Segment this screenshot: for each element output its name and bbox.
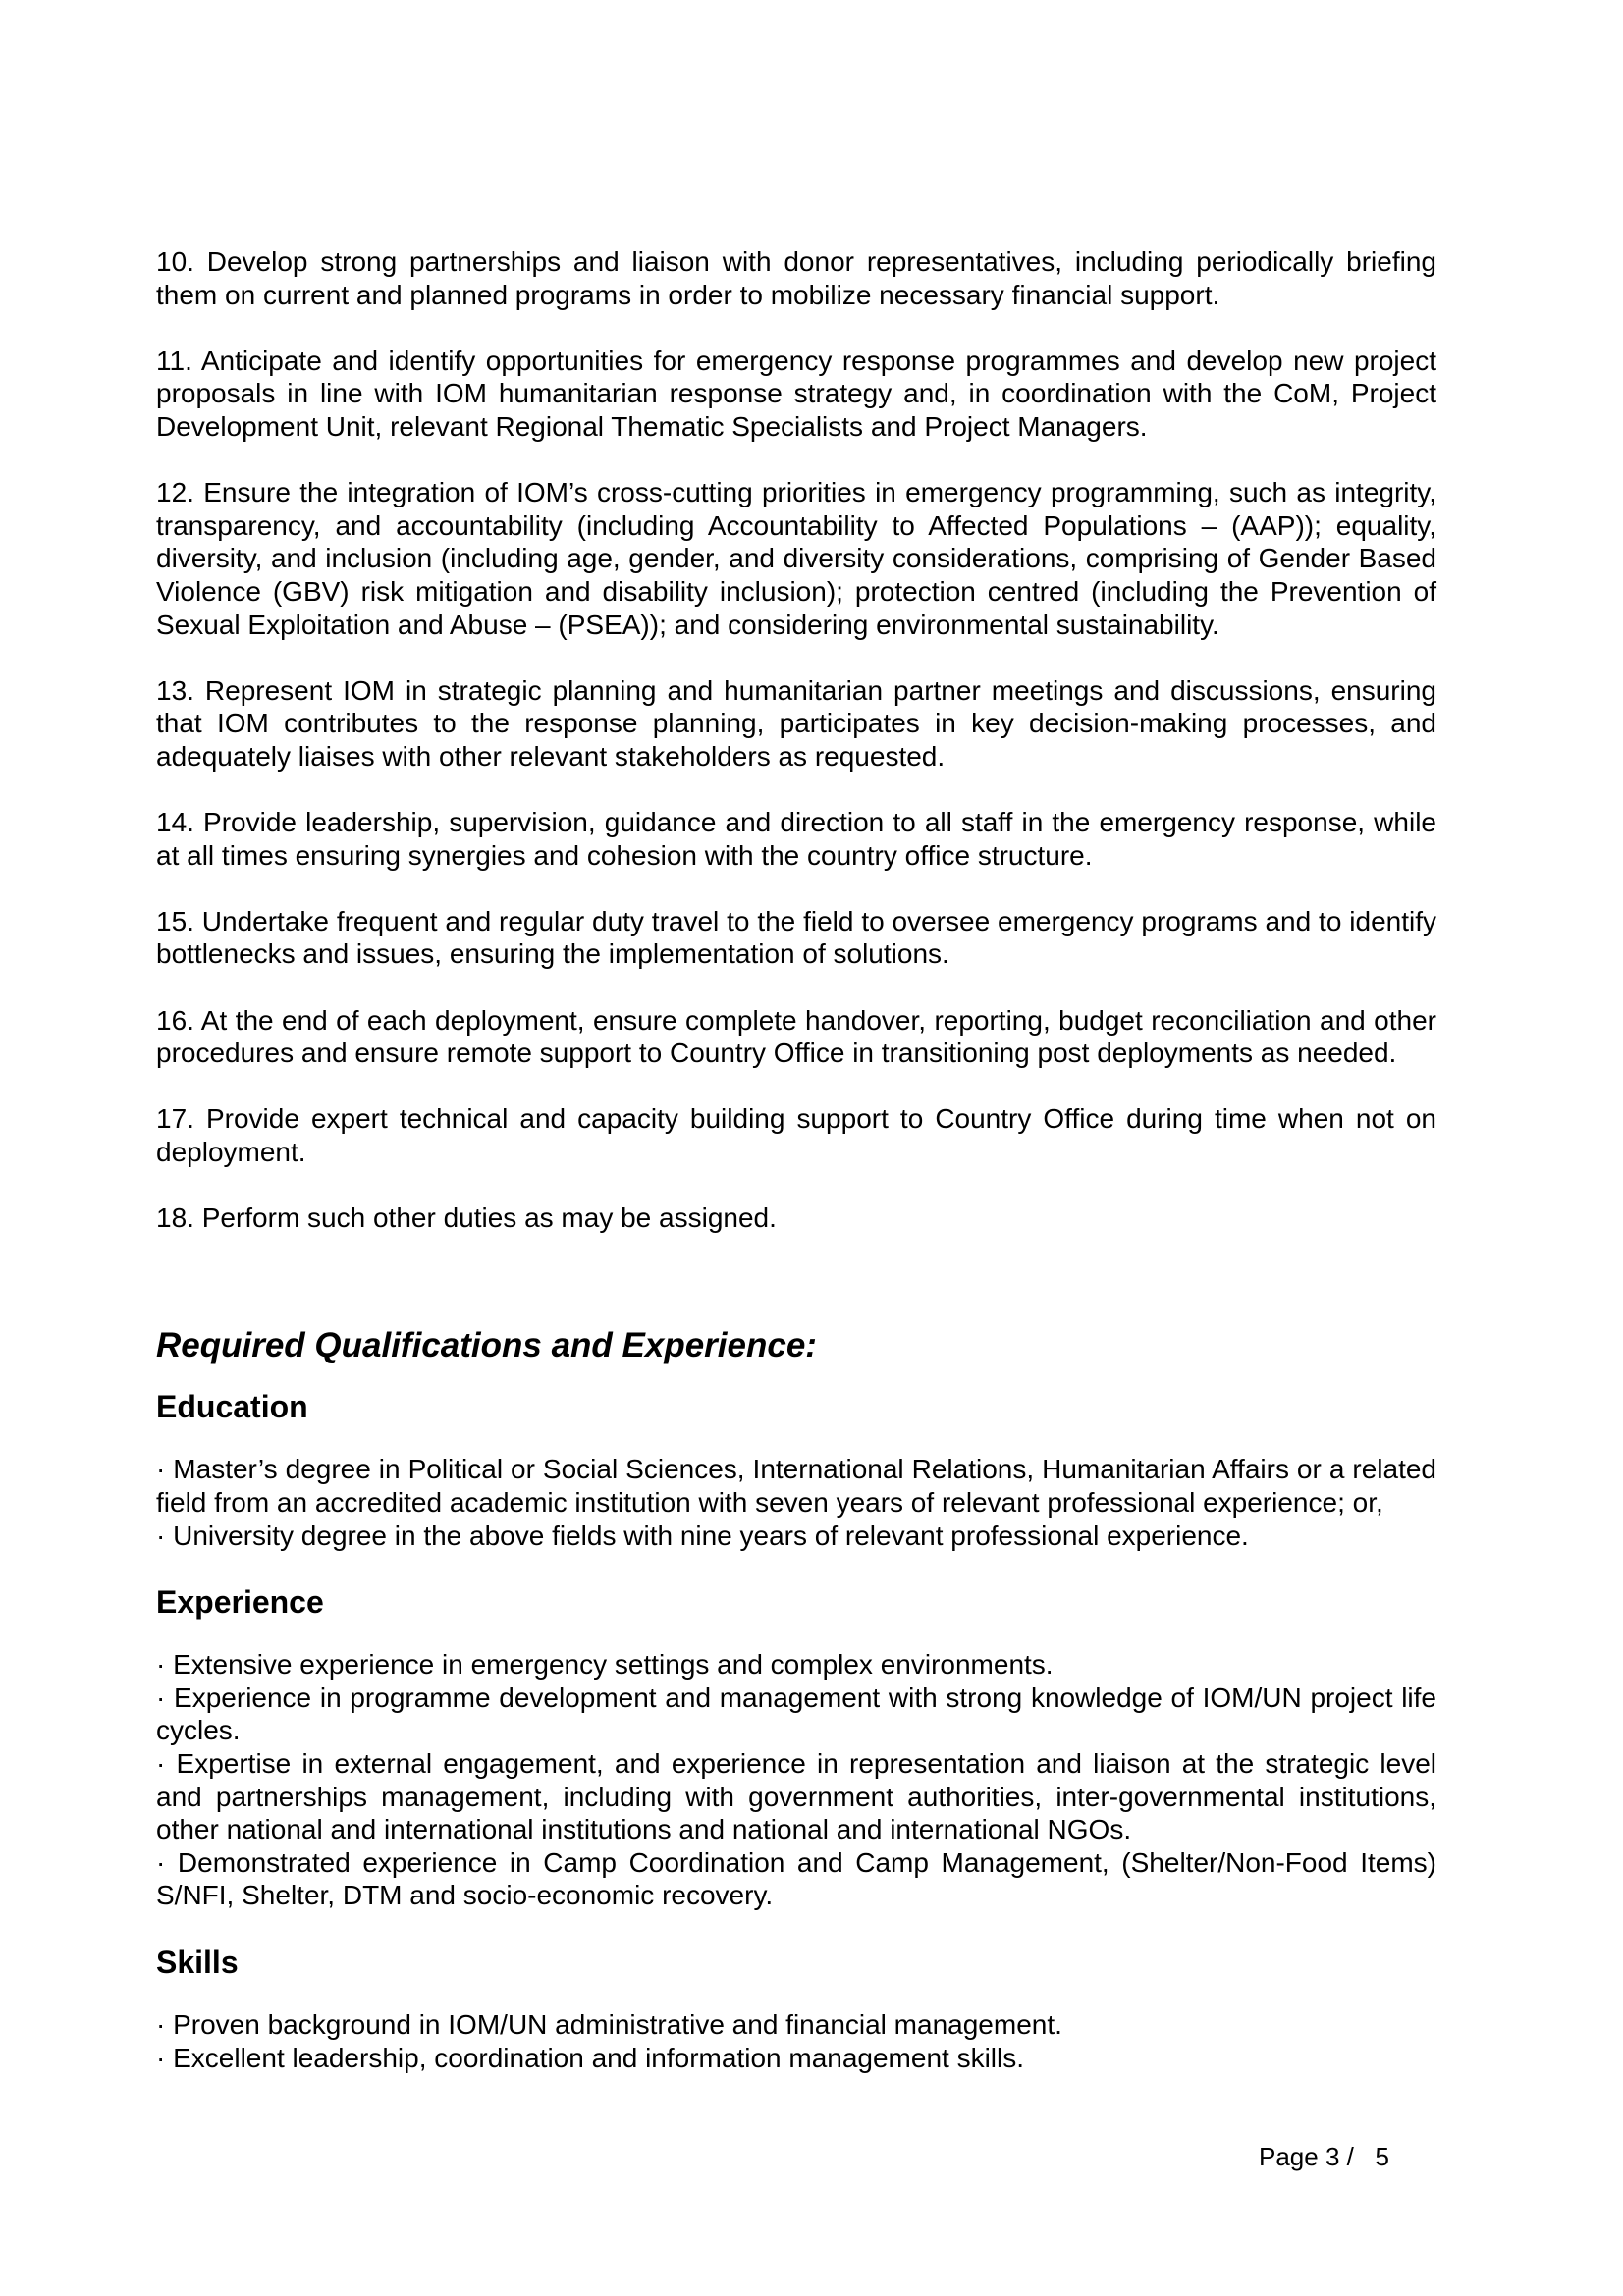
duty-item-17: 17. Provide expert technical and capacity building support to Country Office during time when not on deployment.: [156, 1103, 1436, 1168]
experience-item: · Expertise in external engagement, and experience in representation and liaison at the strategic level and partnerships management, including with government authorities, inter-governmental institutions, other national and international institutions and national and international NGOs.: [156, 1747, 1436, 1845]
experience-list: [156, 1648, 1436, 1912]
education-list: [156, 1453, 1436, 1552]
skills-heading: Skills: [156, 1944, 239, 1980]
skills-list: [156, 2008, 1436, 2074]
experience-heading: Experience: [156, 1584, 324, 1621]
duty-item-16: 16. At the end of each deployment, ensure complete handover, reporting, budget reconciliation and other procedures and ensure remote support to Country Office in transitioning post deployments as needed.: [156, 1004, 1436, 1069]
education-heading: Education: [156, 1389, 308, 1425]
education-item: · Master’s degree in Political or Social Sciences, International Relations, Humanitarian Affairs or a related field from an accredited academic institution with seven years of relevant professional experience; or,: [156, 1454, 1436, 1518]
duty-item-10: 10. Develop strong partnerships and liaison with donor representatives, including periodically briefing them on current and planned programs in order to mobilize necessary financial support.: [156, 246, 1436, 310]
duty-item-12: 12. Ensure the integration of IOM’s cross-cutting priorities in emergency programming, such as integrity, transparency, and accountability (including Accountability to Affected Populations – (AAP)); equality, diversity, and inclusion (including age, gender, and diversity considerations, comprising of Gender Based Violence (GBV) risk mitigation and disability inclusion); protection centred (including the Prevention of Sexual Exploitation and Abuse – (PSEA)); and considering environmental sustainability.: [156, 477, 1436, 640]
duty-item-13: 13. Represent IOM in strategic planning and humanitarian partner meetings and discussions, ensuring that IOM contributes to the response planning, participates in key decision-making processes, and adequately liaises with other relevant stakeholders as requested.: [156, 674, 1436, 772]
experience-item: · Experience in programme development and management with strong knowledge of IOM/UN project life cycles.: [156, 1682, 1436, 1746]
skills-item: · Proven background in IOM/UN administrative and financial management.: [156, 2008, 1062, 2040]
duty-item-14: 14. Provide leadership, supervision, guidance and direction to all staff in the emergency response, while at all times ensuring synergies and cohesion with the country office structure.: [156, 807, 1436, 871]
education-item: · University degree in the above fields with nine years of relevant professional experience.: [156, 1520, 1249, 1551]
page-number: Page 3 / 5: [1259, 2142, 1389, 2171]
experience-item: · Demonstrated experience in Camp Coordination and Camp Management, (Shelter/Non-Food Items) S/NFI, Shelter, DTM and socio-economic recovery.: [156, 1846, 1436, 1911]
section-spacer: [156, 1267, 1436, 1325]
duty-item-15: 15. Undertake frequent and regular duty travel to the field to oversee emergency programs and to identify bottlenecks and issues, ensuring the implementation of solutions.: [156, 905, 1436, 970]
duty-item-18: 18. Perform such other duties as may be assigned.: [156, 1202, 777, 1234]
duty-item-11: 11. Anticipate and identify opportunities for emergency response programmes and develop new project proposals in line with IOM humanitarian response strategy and, in coordination with the CoM, Project Development Unit, relevant Regional Thematic Specialists and Project Managers.: [156, 345, 1436, 442]
skills-item: · Excellent leadership, coordination and information management skills.: [156, 2042, 1025, 2073]
qualifications-heading: Required Qualifications and Experience:: [156, 1326, 817, 1365]
experience-item: · Extensive experience in emergency settings and complex environments.: [156, 1649, 1054, 1681]
document-page: [156, 245, 1436, 2106]
